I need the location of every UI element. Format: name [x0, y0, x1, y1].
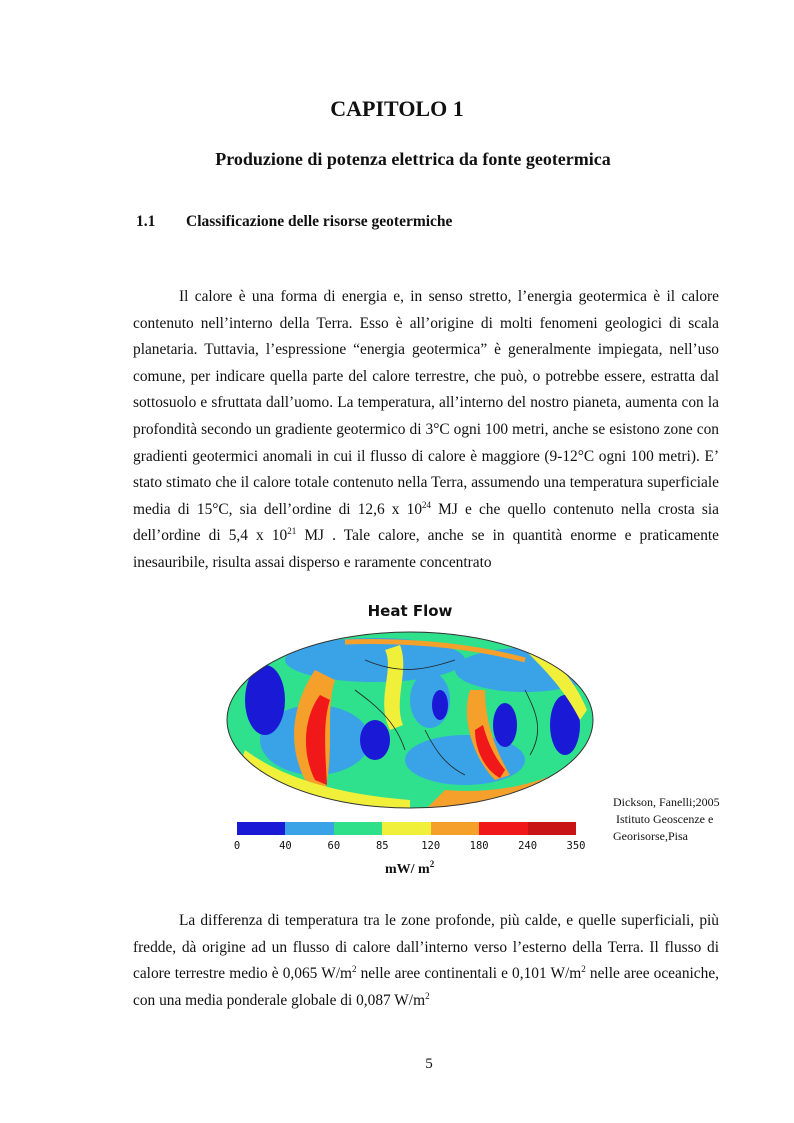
color-scale-segment: [479, 822, 527, 835]
chapter-heading: CAPITOLO 1: [330, 96, 464, 121]
paragraph-1-text-c: MJ . Tale calore, anche se in quantità enorme e praticamente inesauribile, risulta assai disperso e raramente concentrato: [133, 527, 719, 571]
color-scale-segment: [528, 822, 576, 835]
color-scale-segment: [382, 822, 430, 835]
exponent: 2: [425, 990, 430, 1001]
color-scale-tick-label: 240: [518, 840, 538, 852]
paragraph-2-text-c: nelle aree oceaniche, con una media ponderale globale di 0,087 W/m: [133, 965, 720, 1009]
heat-flow-map: [225, 630, 595, 810]
page-number: 5: [425, 1056, 433, 1072]
color-scale-bar: [237, 822, 576, 835]
color-scale-segment: [285, 822, 333, 835]
section-number: 1.1: [136, 213, 156, 230]
exponent: 2: [429, 859, 435, 869]
credit-line: Georisorse,Pisa: [613, 829, 688, 843]
paragraph-1: [133, 284, 719, 577]
figure-title: Heat Flow: [367, 602, 453, 620]
exponent: 2: [581, 964, 586, 975]
exponent: 2: [351, 964, 357, 975]
credit-line: Dickson, Fanelli;2005: [613, 795, 720, 809]
figure-unit: [385, 859, 435, 878]
paragraph-2-text-a: La differenza di temperatura tra le zone profonde, più calde, e quelle superficiali, più fredde, dà origine ad un flusso di calore dall’interno verso l’esterno della Terra. Il flusso di calore terrestre medio è 0,065 W/m: [133, 912, 719, 983]
color-scale-tick-label: 120: [421, 840, 441, 852]
section-title: Classificazione delle risorse geotermiche: [186, 213, 453, 230]
paragraph-1-text-b: MJ e che quello contenuto nella crosta sia dell’ordine di 5,4 x 10: [133, 500, 719, 545]
section-heading: [136, 213, 452, 231]
color-scale-tick-label: 0: [233, 840, 241, 852]
exponent: 21: [287, 526, 297, 537]
chapter-title: Produzione di potenza elettrica da fonte geotermica: [215, 149, 611, 169]
color-scale-tick-label: 350: [566, 840, 586, 852]
color-scale-segment: [431, 822, 479, 835]
color-scale-segment: [237, 822, 285, 835]
unit-text: mW/ m: [385, 862, 430, 877]
color-scale-tick-label: 85: [375, 840, 389, 852]
paragraph-1-text-a: Il calore è una forma di energia e, in senso stretto, l’energia geotermica è il calore contenuto nell’interno della Terra. Esso è all’origine di molti fenomeni geologici di scala planetaria. Tuttavia, l’espressione “energia geotermica” è generalmente impiegata, nell’uso comune, per indicare quella parte del calore terrestre, che può, o potrebbe essere, estratta dal sottosuolo e sfruttata dall’uomo. La temperatura, all’interno del nostro pianeta, aumenta con la profondità secondo un gradiente geotermico di 3°C ogni 100 metri, anche se esistono zone con gradienti geotermici anomali in cui il flusso di calore è maggiore (9-12°C ogni 100 metri). E’ stato stimato che il calore totale contenuto nella Terra, assumendo una temperatura superficiale media di 15°C, sia dell’ordine di 12,6 x 10: [133, 288, 719, 518]
color-scale-segment: [334, 822, 382, 835]
credit-line: Istituto Geoscenze e: [616, 812, 714, 826]
heat-flow-figure: [225, 600, 595, 860]
color-scale-ticks: [225, 840, 595, 854]
color-scale-tick-label: 40: [279, 840, 292, 852]
color-scale-tick-label: 60: [327, 840, 341, 852]
paragraph-2: [133, 908, 719, 1014]
paragraph-2-text-b: nelle aree continentali e 0,101 W/m: [356, 965, 582, 983]
exponent: 24: [422, 499, 432, 510]
figure-credit: [613, 794, 720, 845]
color-scale-tick-label: 180: [469, 840, 489, 852]
